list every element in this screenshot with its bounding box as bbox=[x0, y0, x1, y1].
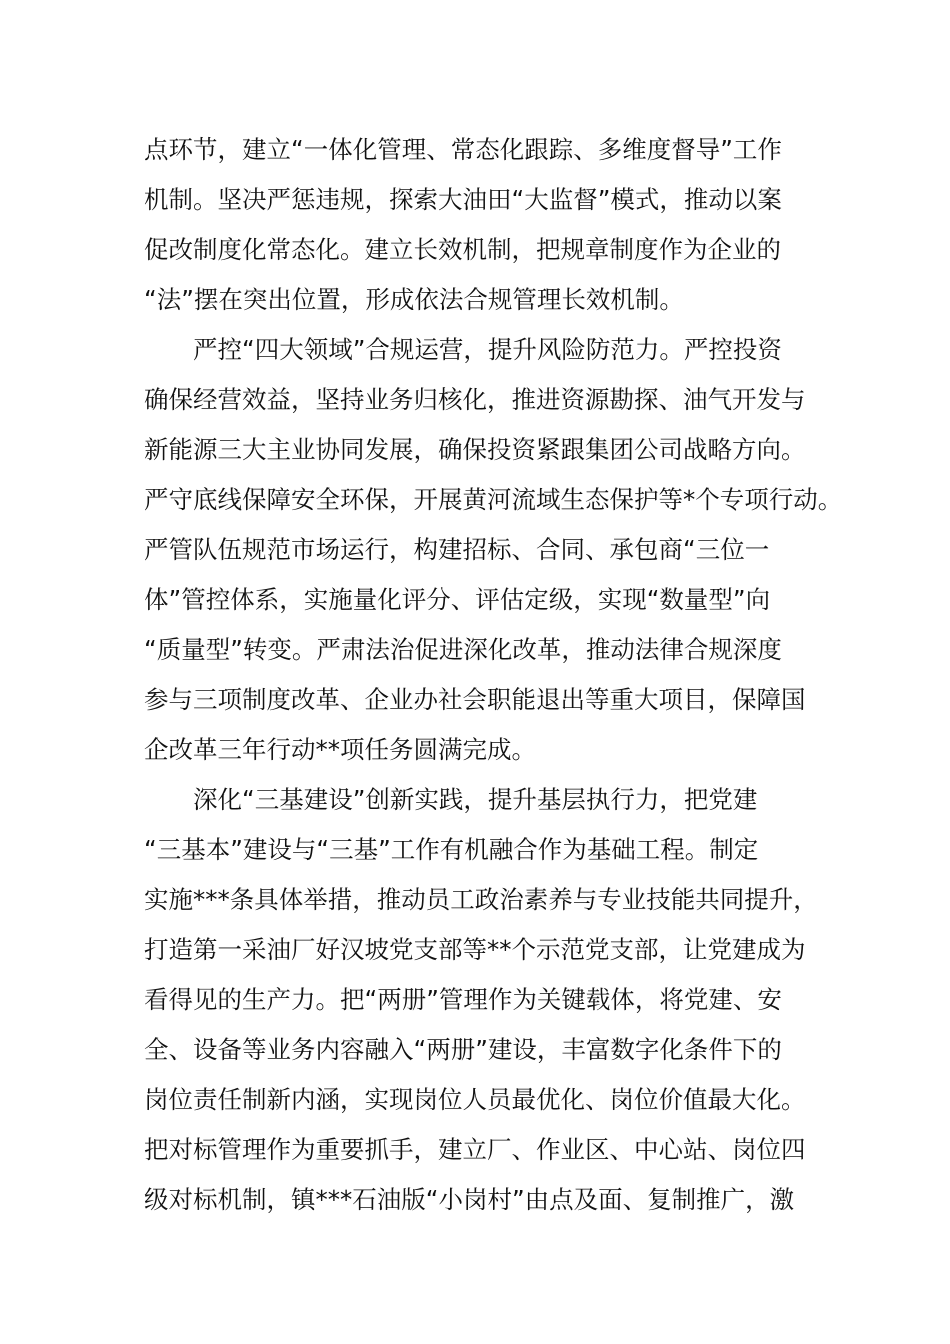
body-text bbox=[144, 125, 843, 1225]
text-line: 体”管控体系，实施量化评分、评估定级，实现“数量型”向 bbox=[144, 585, 771, 614]
text-line: “三基本”建设与“三基”工作有机融合作为基础工程。制定 bbox=[144, 835, 759, 864]
text-line: 实施***条具体举措，推动员工政治素养与专业技能共同提升， bbox=[144, 885, 818, 914]
paragraph-start-line: 严控“四大领域”合规运营，提升风险防范力。严控投资 bbox=[144, 335, 782, 364]
text-line: 新能源三大主业协同发展，确保投资紧跟集团公司战略方向。 bbox=[144, 435, 806, 464]
text-line: “法”摆在突出位置，形成依法合规管理长效机制。 bbox=[144, 285, 684, 314]
text-line: 把对标管理作为重要抓手，建立厂、作业区、中心站、岗位四 bbox=[144, 1135, 806, 1164]
text-line: 促改制度化常态化。建立长效机制，把规章制度作为企业的 bbox=[144, 235, 781, 264]
text-line: 严守底线保障安全环保，开展黄河流域生态保护等*个专项行动。 bbox=[144, 485, 843, 514]
text-line: 严管队伍规范市场运行，构建招标、合同、承包商“三位一 bbox=[144, 535, 770, 564]
text-line: 参与三项制度改革、企业办社会职能退出等重大项目，保障国 bbox=[144, 685, 806, 714]
text-line: 确保经营效益，坚持业务归核化，推进资源勘探、油气开发与 bbox=[144, 385, 806, 414]
text-line: 点环节，建立“一体化管理、常态化跟踪、多维度督导”工作 bbox=[144, 135, 782, 164]
text-line: 全、设备等业务内容融入“两册”建设，丰富数字化条件下的 bbox=[144, 1035, 782, 1064]
paragraph-start-line: 深化“三基建设”创新实践，提升基层执行力，把党建 bbox=[144, 785, 758, 814]
text-line: 岗位责任制新内涵，实现岗位人员最优化、岗位价值最大化。 bbox=[144, 1085, 806, 1114]
text-line: 看得见的生产力。把“两册”管理作为关键载体，将党建、安 bbox=[144, 985, 782, 1014]
text-line: “质量型”转变。严肃法治促进深化改革，推动法律合规深度 bbox=[144, 635, 782, 664]
text-line: 机制。坚决严惩违规，探索大油田“大监督”模式，推动以案 bbox=[144, 185, 782, 214]
text-line: 打造第一采油厂好汉坡党支部等**个示范党支部，让党建成为 bbox=[144, 935, 806, 964]
text-line: 级对标机制，镇***石油版“小岗村”由点及面、复制推广，激 bbox=[144, 1185, 795, 1214]
text-line: 企改革三年行动**项任务圆满完成。 bbox=[144, 735, 536, 764]
